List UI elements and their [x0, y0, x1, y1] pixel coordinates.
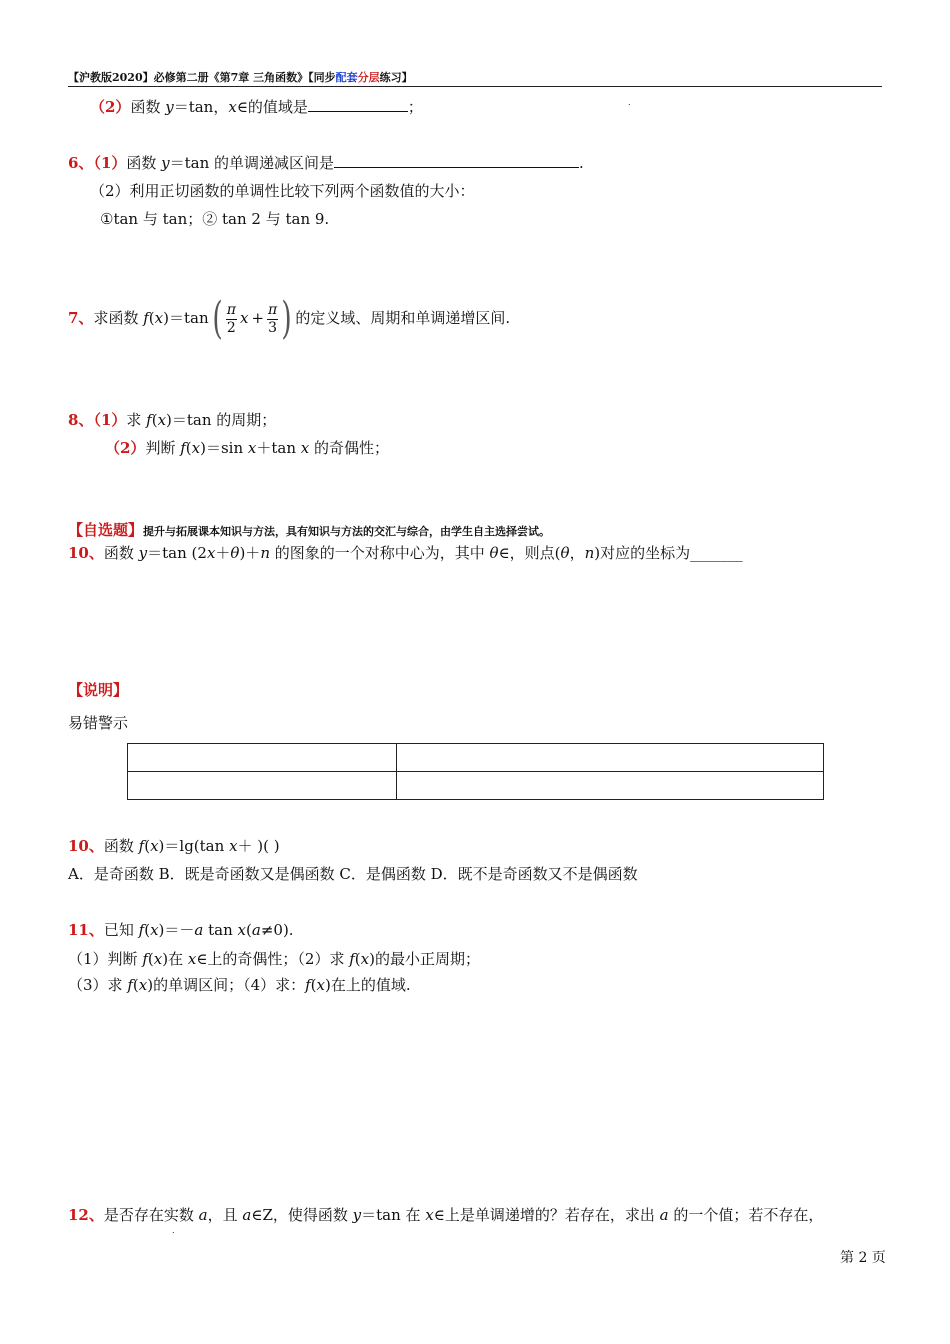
error-warning-label: 易错警示 — [68, 714, 129, 732]
header-highlight-pair: 配套 — [335, 71, 358, 84]
table-cell[interactable] — [397, 744, 824, 772]
question-6-part-2: （2）利用正切函数的单调性比较下列两个函数值的大小： — [90, 182, 475, 200]
answer-blank[interactable] — [308, 97, 408, 112]
elective-heading: 【自选题】提升与拓展课本知识与方法，具有知识与方法的交汇与综合，由学生自主选择尝试。 — [68, 521, 551, 539]
fraction-pi-over-2: $\frac{\pi}{2}$ — [226, 301, 236, 336]
question-8-part-2: （2）判断 f(x)＝sin x＋tan x 的奇偶性； — [105, 439, 390, 457]
table-row — [128, 744, 824, 772]
question-10-elective: 10、函数 y＝tan (2x＋θ)＋n 的图象的一个对称中心为，其中 θ∈，则点(θ，n)对应的坐标为_______ — [68, 544, 743, 562]
question-5-part-2: （2）函数 y＝tan，x∈的值域是 ； — [90, 98, 423, 116]
right-paren: ) — [281, 293, 292, 344]
header-rule — [68, 86, 882, 87]
table-cell[interactable] — [128, 744, 397, 772]
left-paren: ( — [212, 293, 223, 344]
page-number: 第 2 页 — [840, 1250, 886, 1266]
answer-blank[interactable] — [334, 153, 579, 168]
dot-mark: . — [628, 98, 631, 107]
fraction-pi-over-3: $\frac{\pi}{3}$ — [268, 301, 278, 336]
question-11: 11、已知 f(x)＝－a tan x(a≠0). — [68, 921, 294, 939]
question-11-line-1: （1）判断 f(x)在 x∈上的奇偶性；（2）求 f(x)的最小正周期； — [68, 950, 480, 968]
dot-mark: . — [172, 1226, 175, 1235]
header-title: 【沪教版2020】必修第二册《第7章 三角函数》【同步 — [68, 71, 336, 84]
question-6-part-1: 6、（1）函数 y＝tan 的单调递减区间是 . — [68, 154, 584, 172]
table-row — [128, 772, 824, 800]
question-6-part-3: ①tan 与 tan；② tan 2 与 tan 9. — [100, 210, 330, 228]
page-header — [68, 69, 413, 85]
error-warning-table — [127, 743, 824, 800]
header-highlight-layer: 分层 — [357, 71, 380, 84]
question-10: 10、函数 f(x)＝lg(tan x＋ )( ) — [68, 837, 280, 855]
question-12: 12、是否存在实数 a，且 a∈Z，使得函数 y＝tan 在 x∈上是单调递增的？若存在，求出 a 的一个值；若不存在， — [68, 1206, 824, 1224]
table-cell[interactable] — [397, 772, 824, 800]
question-11-line-2: （3）求 f(x)的单调区间；（4）求：f(x)在上的值域. — [68, 976, 411, 994]
question-10-options: A．是奇函数 B．既是奇函数又是偶函数 C．是偶函数 D．既不是奇函数又不是偶函数 — [68, 865, 638, 883]
question-7: 7、求函数 f(x)＝tan( $\frac{\pi}{2}$ x + $\frac{\pi}{3}$ ) 的定义域、周期和单调递增区间. — [68, 293, 511, 344]
question-8-part-1: 8、（1）求 f(x)＝tan 的周期； — [68, 411, 277, 429]
header-title-end: 练习】 — [379, 71, 413, 84]
table-cell[interactable] — [128, 772, 397, 800]
note-heading: 【说明】 — [68, 681, 129, 699]
